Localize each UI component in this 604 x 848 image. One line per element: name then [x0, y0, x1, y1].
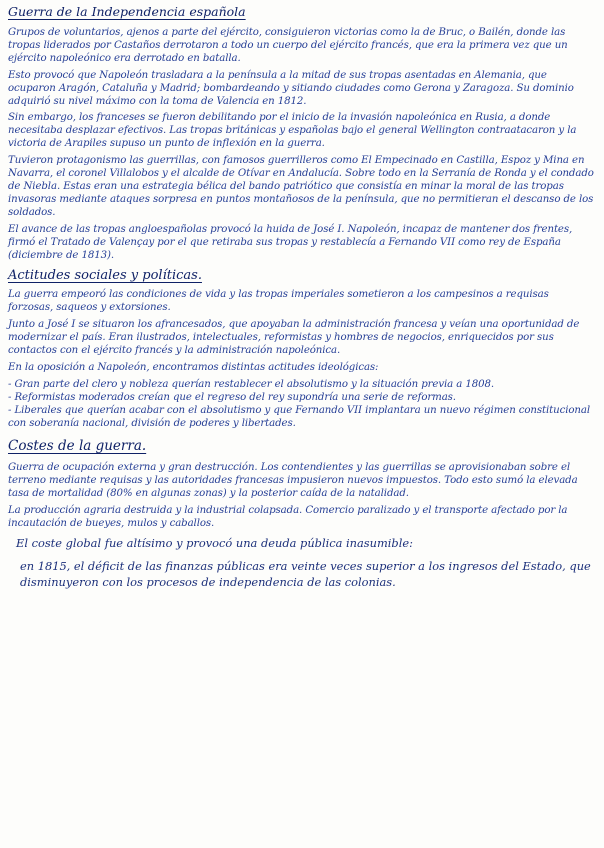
list-item: - Gran parte del clero y nobleza querían restablecer el absolutismo y la situación previa a 1808.	[8, 378, 495, 390]
paragraph: El coste global fue altísimo y provocó una deuda pública inasumible:	[16, 536, 413, 550]
paragraph: en 1815, el déficit de las finanzas públicas era veinte veces superior a los ingresos del Estado, que disminuyeron con los procesos de independencia de las colonias.	[20, 558, 591, 589]
section-heading-social: Actitudes sociales y políticas.	[8, 268, 202, 284]
paragraph: Grupos de voluntarios, ajenos a parte del ejército, consiguieron victorias como la de Bruc, o Bailén, donde las tropas liderados por Castaños derrotaron a todo un cuerpo del ejército francés, que era la primera vez que un ejército napoleónico era derrotado en batalla.	[8, 27, 568, 64]
list-item: - Reformistas moderados creían que el regreso del rey supondría una serie de reformas.	[8, 391, 456, 403]
paragraph: Esto provocó que Napoleón trasladara a la península a la mitad de sus tropas asentadas en Alemania, que ocuparon Aragón, Cataluña y Madrid; bombardeando y sitiando ciudades como Gerona y Zaragoza. Su dominio adquirió su nivel máximo con la toma de Valencia en 1812.	[8, 69, 574, 107]
paragraph: La producción agraria destruida y la industrial colapsada. Comercio paralizado y el transporte afectado por la incautación de bueyes, mulos y caballos.	[8, 505, 568, 530]
section-heading-costs: Costes de la guerra.	[8, 438, 147, 455]
paragraph: El avance de las tropas angloespañolas provocó la huida de José I. Napoleón, incapaz de mantener dos frentes, firmó el Tratado de Valençay por el que retiraba sus tropas y restablecía a Fernando VII como rey de España (diciembre de 1813).	[8, 223, 573, 261]
list-item: - Liberales que querían acabar con el absolutismo y que Fernando VII implantara un nuevo régimen constitucional con soberanía nacional, división de poderes y libertades.	[8, 404, 591, 429]
paragraph: Sin embargo, los franceses se fueron debilitando por el inicio de la invasión napoleónica en Rusia, a donde necesitaba desplazar efectivos. Las tropas británicas y españolas bajo el general Wellington contraatacaron y la victoria de Arapiles supuso un punto de inflexión en la guerra.	[8, 112, 577, 150]
ideology-list	[8, 379, 596, 431]
page-title: Guerra de la Independencia española	[8, 4, 246, 19]
paragraph: Tuvieron protagonismo las guerrillas, con famosos guerrilleros como El Empecinado en Castilla, Espoz y Mina en Navarra, el coronel Villalobos y el alcalde de Otívar en Andalucía. Sobre todo en la Serranía de Ronda y el condado de Niebla. Estas eran una estrategia bélica del bando patriótico que consistía en minar la moral de las tropas invasoras mediante ataques sorpresa en puntos montañosos de la península, que no permitieran el descanso de los soldados.	[8, 155, 594, 218]
paragraph: La guerra empeoró las condiciones de vida y las tropas imperiales sometieron a los campesinos a requisas forzosas, saqueos y extorsiones.	[8, 289, 549, 314]
paragraph: Guerra de ocupación externa y gran destrucción. Los contendientes y las guerrillas se aprovisionaban sobre el terreno mediante requisas y las autoridades francesas impusieron nuevos impuestos. Todo esto sumó la elevada tasa de mortalidad (80% en algunas zonas) y la posterior caída de la natalidad.	[8, 462, 578, 500]
paragraph: Junto a José I se situaron los afrancesados, que apoyaban la administración francesa y veían una oportunidad de modernizar el país. Eran ilustrados, intelectuales, reformistas y hombres de negocios, enriquecidos por sus contactos con el ejército francés y la administración napoleónica.	[8, 319, 580, 357]
paragraph: En la oposición a Napoleón, encontramos distintas actitudes ideológicas:	[8, 361, 379, 373]
